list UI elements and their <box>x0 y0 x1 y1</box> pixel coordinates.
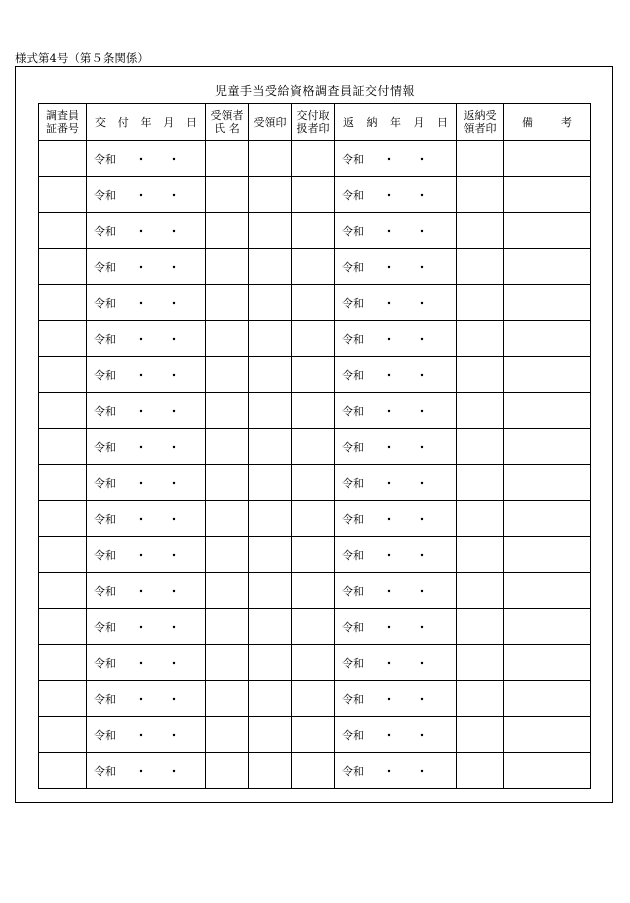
return-recipient-seal-cell[interactable] <box>457 393 504 429</box>
date-separator: ・ <box>383 404 395 418</box>
badge-number-cell[interactable] <box>39 141 87 177</box>
return-date-cell[interactable] <box>335 501 457 537</box>
era-label: 令和 <box>94 476 116 490</box>
issue-date-cell[interactable] <box>87 393 206 429</box>
remarks-cell[interactable] <box>504 429 591 465</box>
issue-date-cell[interactable] <box>87 141 206 177</box>
return-date-cell[interactable] <box>335 429 457 465</box>
receipt-seal-cell[interactable] <box>249 753 292 789</box>
issuer-seal-cell[interactable] <box>292 573 335 609</box>
date-separator: ・ <box>383 296 395 310</box>
remarks-cell[interactable] <box>504 285 591 321</box>
table-row <box>39 141 591 177</box>
date-separator: ・ <box>135 548 147 562</box>
date-separator: ・ <box>168 368 180 382</box>
return-date-cell[interactable] <box>335 141 457 177</box>
date-separator: ・ <box>383 188 395 202</box>
date-separator: ・ <box>416 440 428 454</box>
return-recipient-seal-cell[interactable] <box>457 141 504 177</box>
badge-number-cell[interactable] <box>39 465 87 501</box>
receipt-seal-cell[interactable] <box>249 249 292 285</box>
era-label: 令和 <box>94 512 116 526</box>
date-separator: ・ <box>135 224 147 238</box>
remarks-cell[interactable] <box>504 645 591 681</box>
badge-number-cell[interactable] <box>39 717 87 753</box>
badge-number-cell[interactable] <box>39 393 87 429</box>
return-recipient-seal-cell[interactable] <box>457 321 504 357</box>
badge-number-cell[interactable] <box>39 537 87 573</box>
header-badge-number: 調査員 証番号 <box>39 104 87 141</box>
remarks-cell[interactable] <box>504 321 591 357</box>
badge-number-cell[interactable] <box>39 645 87 681</box>
header-issue-date: 交 付 年 月 日 <box>87 104 206 141</box>
recipient-name-cell[interactable] <box>206 429 249 465</box>
date-separator: ・ <box>135 692 147 706</box>
badge-number-cell[interactable] <box>39 285 87 321</box>
date-separator: ・ <box>416 728 428 742</box>
era-label: 令和 <box>342 188 364 202</box>
era-label: 令和 <box>94 656 116 670</box>
date-separator: ・ <box>383 260 395 274</box>
era-label: 令和 <box>342 512 364 526</box>
date-separator: ・ <box>168 728 180 742</box>
date-separator: ・ <box>168 476 180 490</box>
return-date-cell[interactable] <box>335 249 457 285</box>
table-row <box>39 645 591 681</box>
issuer-seal-cell[interactable] <box>292 357 335 393</box>
header-issuer-seal: 交付取 扱者印 <box>292 104 335 141</box>
remarks-cell[interactable] <box>504 141 591 177</box>
table-row <box>39 321 591 357</box>
era-label: 令和 <box>94 188 116 202</box>
receipt-seal-cell[interactable] <box>249 357 292 393</box>
date-separator: ・ <box>383 332 395 346</box>
issue-date-cell[interactable] <box>87 249 206 285</box>
issue-date-cell[interactable] <box>87 177 206 213</box>
era-label: 令和 <box>94 548 116 562</box>
recipient-name-cell[interactable] <box>206 321 249 357</box>
date-separator: ・ <box>416 188 428 202</box>
return-date-cell[interactable] <box>335 645 457 681</box>
table-row <box>39 357 591 393</box>
date-separator: ・ <box>416 224 428 238</box>
date-separator: ・ <box>416 404 428 418</box>
issuer-seal-cell[interactable] <box>292 249 335 285</box>
remarks-cell[interactable] <box>504 213 591 249</box>
form-number-label: 様式第4号（第５条関係） <box>15 51 149 65</box>
return-date-cell[interactable] <box>335 537 457 573</box>
issuer-seal-cell[interactable] <box>292 501 335 537</box>
issuer-seal-cell[interactable] <box>292 429 335 465</box>
date-separator: ・ <box>383 512 395 526</box>
date-separator: ・ <box>135 728 147 742</box>
table-header-row <box>39 104 591 141</box>
remarks-cell[interactable] <box>504 717 591 753</box>
era-label: 令和 <box>94 296 116 310</box>
era-label: 令和 <box>342 152 364 166</box>
return-recipient-seal-cell[interactable] <box>457 681 504 717</box>
recipient-name-cell[interactable] <box>206 501 249 537</box>
header-return-date: 返 納 年 月 日 <box>335 104 457 141</box>
date-separator: ・ <box>416 692 428 706</box>
era-label: 令和 <box>94 332 116 346</box>
date-separator: ・ <box>383 548 395 562</box>
issuer-seal-cell[interactable] <box>292 537 335 573</box>
issuer-seal-cell[interactable] <box>292 645 335 681</box>
issue-date-cell[interactable] <box>87 573 206 609</box>
era-label: 令和 <box>342 296 364 310</box>
remarks-cell[interactable] <box>504 393 591 429</box>
table-row <box>39 249 591 285</box>
date-separator: ・ <box>168 332 180 346</box>
return-date-cell[interactable] <box>335 321 457 357</box>
table-row <box>39 537 591 573</box>
header-receipt-seal: 受領印 <box>249 104 292 141</box>
era-label: 令和 <box>342 620 364 634</box>
date-separator: ・ <box>383 152 395 166</box>
date-separator: ・ <box>383 656 395 670</box>
issue-date-cell[interactable] <box>87 213 206 249</box>
return-recipient-seal-cell[interactable] <box>457 645 504 681</box>
table-row <box>39 213 591 249</box>
return-recipient-seal-cell[interactable] <box>457 753 504 789</box>
issue-date-cell[interactable] <box>87 465 206 501</box>
date-separator: ・ <box>383 728 395 742</box>
remarks-cell[interactable] <box>504 249 591 285</box>
era-label: 令和 <box>94 404 116 418</box>
date-separator: ・ <box>416 656 428 670</box>
table-row <box>39 717 591 753</box>
date-separator: ・ <box>135 584 147 598</box>
table-row <box>39 465 591 501</box>
badge-number-cell[interactable] <box>39 321 87 357</box>
date-separator: ・ <box>416 764 428 778</box>
date-separator: ・ <box>168 260 180 274</box>
date-separator: ・ <box>416 548 428 562</box>
era-label: 令和 <box>342 584 364 598</box>
form-title: 児童手当受給資格調査員証交付情報 <box>214 84 415 98</box>
issuer-seal-cell[interactable] <box>292 681 335 717</box>
issue-date-cell[interactable] <box>87 753 206 789</box>
era-label: 令和 <box>342 656 364 670</box>
era-label: 令和 <box>342 728 364 742</box>
return-date-cell[interactable] <box>335 213 457 249</box>
receipt-seal-cell[interactable] <box>249 609 292 645</box>
return-date-cell[interactable] <box>335 609 457 645</box>
table-row <box>39 681 591 717</box>
table-row <box>39 429 591 465</box>
remarks-cell[interactable] <box>504 501 591 537</box>
era-label: 令和 <box>94 260 116 274</box>
date-separator: ・ <box>168 584 180 598</box>
date-separator: ・ <box>383 476 395 490</box>
badge-number-cell[interactable] <box>39 573 87 609</box>
date-separator: ・ <box>416 368 428 382</box>
date-separator: ・ <box>416 152 428 166</box>
date-separator: ・ <box>416 620 428 634</box>
era-label: 令和 <box>342 440 364 454</box>
date-separator: ・ <box>135 260 147 274</box>
table-row <box>39 285 591 321</box>
return-date-cell[interactable] <box>335 357 457 393</box>
return-recipient-seal-cell[interactable] <box>457 717 504 753</box>
badge-number-cell[interactable] <box>39 609 87 645</box>
issuer-seal-cell[interactable] <box>292 141 335 177</box>
return-recipient-seal-cell[interactable] <box>457 357 504 393</box>
issuer-seal-cell[interactable] <box>292 321 335 357</box>
date-separator: ・ <box>383 692 395 706</box>
date-separator: ・ <box>383 224 395 238</box>
receipt-seal-cell[interactable] <box>249 681 292 717</box>
remarks-cell[interactable] <box>504 537 591 573</box>
date-separator: ・ <box>135 152 147 166</box>
table-row <box>39 573 591 609</box>
date-separator: ・ <box>168 620 180 634</box>
date-separator: ・ <box>416 584 428 598</box>
era-label: 令和 <box>94 440 116 454</box>
badge-number-cell[interactable] <box>39 501 87 537</box>
era-label: 令和 <box>94 368 116 382</box>
issue-date-cell[interactable] <box>87 645 206 681</box>
issue-date-cell[interactable] <box>87 501 206 537</box>
issue-date-cell[interactable] <box>87 537 206 573</box>
date-separator: ・ <box>168 548 180 562</box>
receipt-seal-cell[interactable] <box>249 501 292 537</box>
date-separator: ・ <box>168 404 180 418</box>
era-label: 令和 <box>342 764 364 778</box>
badge-number-cell[interactable] <box>39 681 87 717</box>
date-separator: ・ <box>383 764 395 778</box>
header-return-recipient-seal: 返納受 領者印 <box>457 104 504 141</box>
era-label: 令和 <box>342 404 364 418</box>
era-label: 令和 <box>342 692 364 706</box>
return-recipient-seal-cell[interactable] <box>457 537 504 573</box>
return-recipient-seal-cell[interactable] <box>457 501 504 537</box>
date-separator: ・ <box>416 512 428 526</box>
receipt-seal-cell[interactable] <box>249 393 292 429</box>
return-recipient-seal-cell[interactable] <box>457 465 504 501</box>
issue-date-cell[interactable] <box>87 321 206 357</box>
date-separator: ・ <box>135 188 147 202</box>
recipient-name-cell[interactable] <box>206 393 249 429</box>
return-date-cell[interactable] <box>335 177 457 213</box>
return-recipient-seal-cell[interactable] <box>457 177 504 213</box>
date-separator: ・ <box>416 260 428 274</box>
receipt-seal-cell[interactable] <box>249 537 292 573</box>
remarks-cell[interactable] <box>504 753 591 789</box>
table-row <box>39 393 591 429</box>
receipt-seal-cell[interactable] <box>249 573 292 609</box>
recipient-name-cell[interactable] <box>206 249 249 285</box>
era-label: 令和 <box>342 476 364 490</box>
date-separator: ・ <box>416 476 428 490</box>
remarks-cell[interactable] <box>504 609 591 645</box>
era-label: 令和 <box>94 728 116 742</box>
remarks-cell[interactable] <box>504 465 591 501</box>
recipient-name-cell[interactable] <box>206 681 249 717</box>
date-separator: ・ <box>168 692 180 706</box>
era-label: 令和 <box>94 584 116 598</box>
badge-number-cell[interactable] <box>39 213 87 249</box>
issue-date-cell[interactable] <box>87 609 206 645</box>
return-recipient-seal-cell[interactable] <box>457 573 504 609</box>
issuer-seal-cell[interactable] <box>292 177 335 213</box>
date-separator: ・ <box>135 368 147 382</box>
table-row <box>39 609 591 645</box>
date-separator: ・ <box>135 512 147 526</box>
date-separator: ・ <box>168 440 180 454</box>
receipt-seal-cell[interactable] <box>249 141 292 177</box>
badge-number-cell[interactable] <box>39 249 87 285</box>
issue-date-cell[interactable] <box>87 285 206 321</box>
era-label: 令和 <box>94 620 116 634</box>
issuer-seal-cell[interactable] <box>292 285 335 321</box>
return-recipient-seal-cell[interactable] <box>457 609 504 645</box>
date-separator: ・ <box>383 368 395 382</box>
recipient-name-cell[interactable] <box>206 465 249 501</box>
issuer-seal-cell[interactable] <box>292 465 335 501</box>
receipt-seal-cell[interactable] <box>249 177 292 213</box>
issuer-seal-cell[interactable] <box>292 717 335 753</box>
date-separator: ・ <box>168 512 180 526</box>
era-label: 令和 <box>342 260 364 274</box>
recipient-name-cell[interactable] <box>206 285 249 321</box>
receipt-seal-cell[interactable] <box>249 285 292 321</box>
date-separator: ・ <box>383 440 395 454</box>
badge-number-cell[interactable] <box>39 177 87 213</box>
era-label: 令和 <box>342 332 364 346</box>
recipient-name-cell[interactable] <box>206 609 249 645</box>
return-date-cell[interactable] <box>335 753 457 789</box>
era-label: 令和 <box>94 692 116 706</box>
recipient-name-cell[interactable] <box>206 141 249 177</box>
return-recipient-seal-cell[interactable] <box>457 285 504 321</box>
date-separator: ・ <box>168 152 180 166</box>
recipient-name-cell[interactable] <box>206 645 249 681</box>
receipt-seal-cell[interactable] <box>249 645 292 681</box>
date-separator: ・ <box>168 188 180 202</box>
era-label: 令和 <box>94 764 116 778</box>
badge-number-cell[interactable] <box>39 357 87 393</box>
issue-date-cell[interactable] <box>87 357 206 393</box>
receipt-seal-cell[interactable] <box>249 213 292 249</box>
return-date-cell[interactable] <box>335 573 457 609</box>
receipt-seal-cell[interactable] <box>249 429 292 465</box>
date-separator: ・ <box>168 764 180 778</box>
recipient-name-cell[interactable] <box>206 573 249 609</box>
receipt-seal-cell[interactable] <box>249 717 292 753</box>
table-body <box>39 141 591 789</box>
date-separator: ・ <box>135 476 147 490</box>
remarks-cell[interactable] <box>504 681 591 717</box>
date-separator: ・ <box>416 296 428 310</box>
badge-number-cell[interactable] <box>39 753 87 789</box>
issuer-seal-cell[interactable] <box>292 609 335 645</box>
return-date-cell[interactable] <box>335 717 457 753</box>
recipient-name-cell[interactable] <box>206 717 249 753</box>
return-recipient-seal-cell[interactable] <box>457 213 504 249</box>
era-label: 令和 <box>342 548 364 562</box>
date-separator: ・ <box>135 404 147 418</box>
recipient-name-cell[interactable] <box>206 177 249 213</box>
issue-date-cell[interactable] <box>87 429 206 465</box>
recipient-name-cell[interactable] <box>206 357 249 393</box>
receipt-seal-cell[interactable] <box>249 321 292 357</box>
recipient-name-cell[interactable] <box>206 753 249 789</box>
era-label: 令和 <box>342 368 364 382</box>
date-separator: ・ <box>168 224 180 238</box>
badge-number-cell[interactable] <box>39 429 87 465</box>
return-recipient-seal-cell[interactable] <box>457 429 504 465</box>
return-date-cell[interactable] <box>335 285 457 321</box>
issuance-record-table <box>38 103 591 789</box>
issuer-seal-cell[interactable] <box>292 393 335 429</box>
remarks-cell[interactable] <box>504 573 591 609</box>
date-separator: ・ <box>168 656 180 670</box>
date-separator: ・ <box>168 296 180 310</box>
issuer-seal-cell[interactable] <box>292 753 335 789</box>
receipt-seal-cell[interactable] <box>249 465 292 501</box>
issue-date-cell[interactable] <box>87 681 206 717</box>
issue-date-cell[interactable] <box>87 717 206 753</box>
date-separator: ・ <box>135 620 147 634</box>
era-label: 令和 <box>94 152 116 166</box>
recipient-name-cell[interactable] <box>206 537 249 573</box>
return-date-cell[interactable] <box>335 681 457 717</box>
date-separator: ・ <box>383 584 395 598</box>
remarks-cell[interactable] <box>504 177 591 213</box>
date-separator: ・ <box>135 764 147 778</box>
date-separator: ・ <box>135 332 147 346</box>
table-row <box>39 177 591 213</box>
issuer-seal-cell[interactable] <box>292 213 335 249</box>
date-separator: ・ <box>416 332 428 346</box>
return-date-cell[interactable] <box>335 465 457 501</box>
header-remarks: 備 考 <box>504 104 591 141</box>
era-label: 令和 <box>342 224 364 238</box>
table-row <box>39 501 591 537</box>
remarks-cell[interactable] <box>504 357 591 393</box>
date-separator: ・ <box>383 620 395 634</box>
date-separator: ・ <box>135 656 147 670</box>
recipient-name-cell[interactable] <box>206 213 249 249</box>
header-recipient-name: 受領者 氏 名 <box>206 104 249 141</box>
date-separator: ・ <box>135 296 147 310</box>
return-recipient-seal-cell[interactable] <box>457 249 504 285</box>
era-label: 令和 <box>94 224 116 238</box>
date-separator: ・ <box>135 440 147 454</box>
return-date-cell[interactable] <box>335 393 457 429</box>
table-row <box>39 753 591 789</box>
